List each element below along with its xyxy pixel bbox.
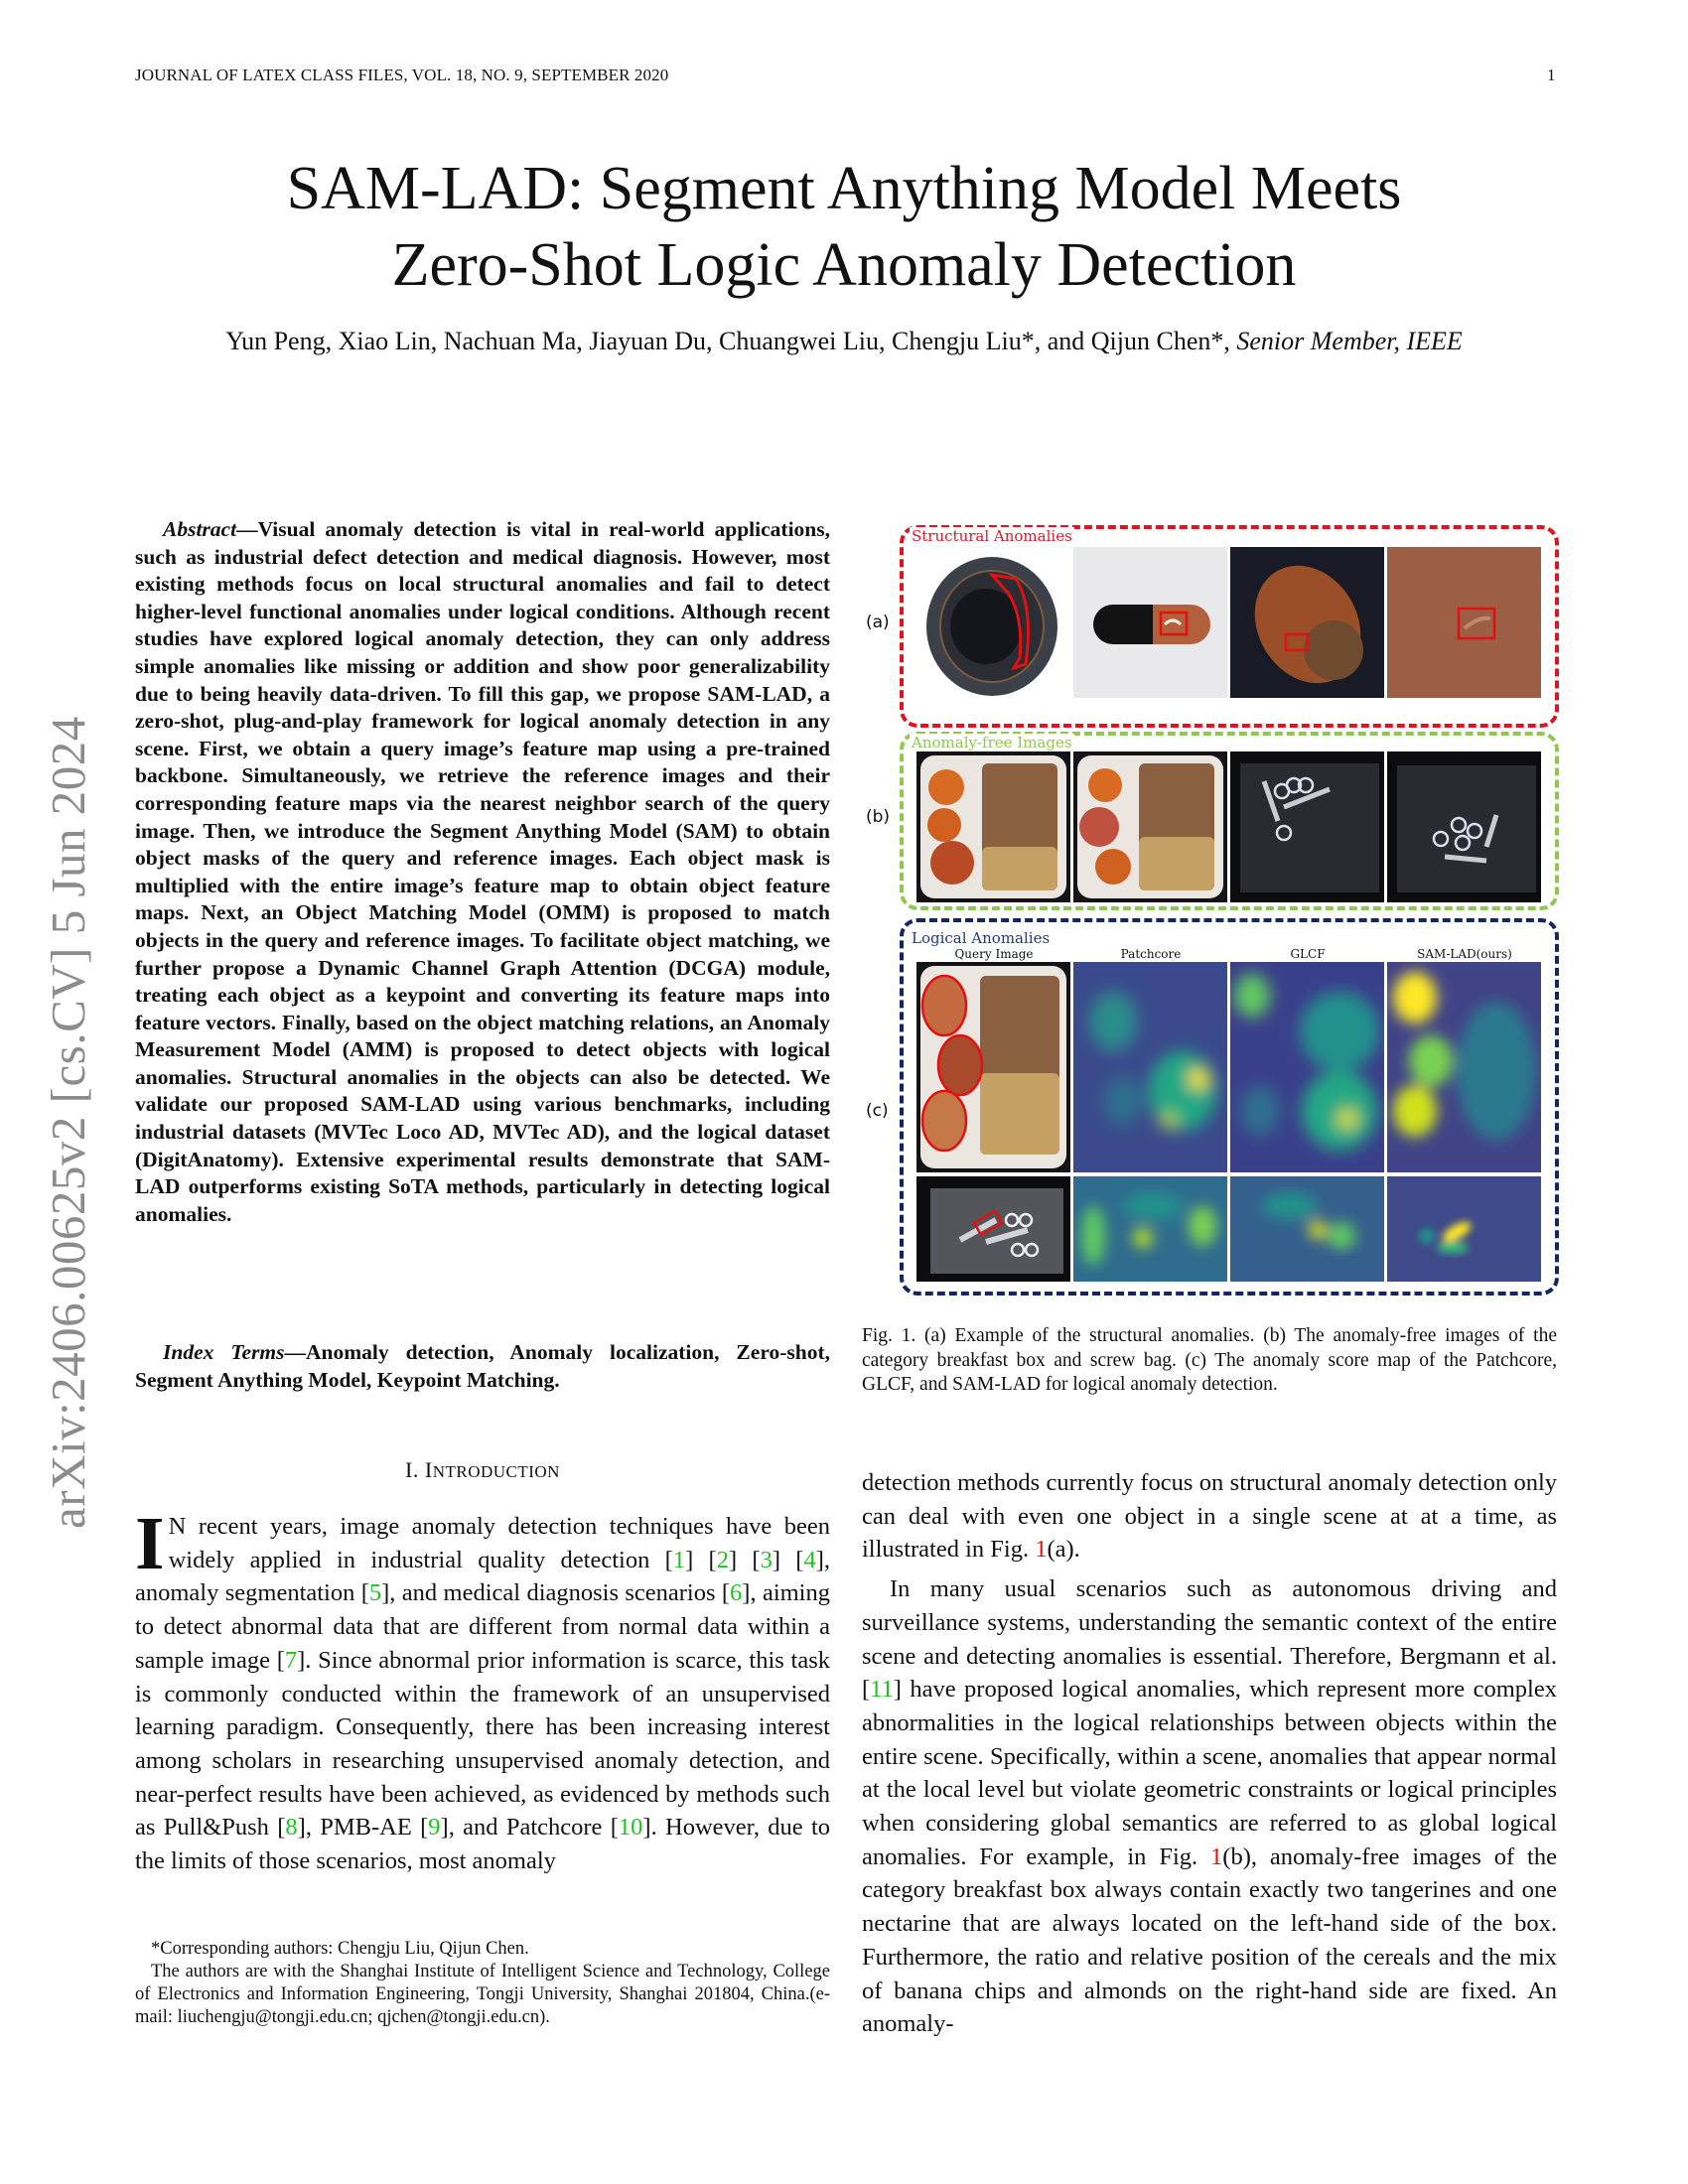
right-column-text [862,1466,1557,2041]
citation-link[interactable]: 3 [760,1546,773,1573]
anomaly-free-label: Anomaly-free Images [912,734,1072,751]
footnotes [135,1938,830,2029]
query-image-breakfast-box [916,962,1070,1172]
row-label-c: (c) [866,1101,889,1121]
author-list [179,324,1509,359]
title-line-2: Zero-Shot Logic Anomaly Detection [391,231,1297,299]
breakfast-box-icon [916,751,1070,902]
paragraph [862,1466,1557,1567]
citation-link[interactable]: 11 [870,1676,894,1704]
hazelnut-icon [1230,547,1384,698]
citation-link[interactable]: 9 [428,1814,441,1842]
capsule-icon [1073,547,1227,698]
heatmap-samlad-1 [1387,962,1541,1172]
citation-link[interactable]: 5 [368,1579,382,1607]
section-heading-introduction [135,1457,830,1483]
text: ], aiming to detect abnormal data that are different from normal data within a sample image [ [135,1579,830,1674]
breakfast-box-anomaly-icon [916,962,1070,1172]
citation-link[interactable]: 1 [672,1546,686,1573]
section-title-initial: I [424,1457,433,1482]
citation-link[interactable]: 4 [803,1546,816,1573]
text: [ [664,1546,673,1573]
text: (a). [1047,1536,1080,1564]
citation-link[interactable]: 2 [716,1546,729,1573]
index-terms-text: —Anomaly detection, Anomaly localization, Zero-shot, Segment Anything Model, Keypoint Matching. [135,1340,830,1392]
text: ], PMB-AE [ [297,1814,429,1842]
author-names: Yun Peng, Xiao Lin, Nachuan Ma, Jiayuan Du, Chuangwei Liu, Chengju Liu*, and Qijun Chen*, [225,327,1230,355]
figure-ref-link[interactable]: 1 [1035,1536,1048,1564]
author-membership: Senior Member, IEEE [1236,327,1463,355]
text: detection methods currently focus on structural anomaly detection only can deal with even one object in a single scene at at a time, as illustrated in Fig. [862,1469,1557,1564]
citation-link[interactable]: 8 [285,1814,298,1842]
footnote-affiliation: The authors are with the Shanghai Institute of Intelligent Science and Technology, College of Electronics and Information Engineering, Tongji University, Shanghai 201804, China.(e-mail: liuchengju@tongji.edu.cn; qjchen@tongji.edu.cn). [135,1962,830,2027]
heatmap-icon [1073,962,1227,1172]
heatmap-patchcore-1 [1073,962,1227,1172]
arxiv-stamp: arXiv:2406.00625v2 [cs.CV] 5 Jun 2024 [41,716,95,1529]
image-screw-bag-1 [1230,751,1384,902]
heatmap-icon [1387,1176,1541,1282]
abstract [135,516,830,1228]
breakfast-box-icon [1073,751,1227,902]
text: In many usual scenarios such as autonomous driving and surveillance systems, understanding the semantic context of the entire scene and detecting anomalies is essential. Therefore, Bergmann et al. [ [862,1575,1557,1704]
citation-link[interactable]: 7 [284,1646,298,1674]
figure-ref-link[interactable]: 1 [1210,1843,1223,1870]
structural-anomalies-label: Structural Anomalies [912,527,1072,545]
heatmap-icon [1387,962,1541,1172]
text: ]. However, due to the limits of those scenarios, most anomaly [135,1814,831,1875]
column-header-glcf: GLCF [1290,947,1326,961]
text: ], and medical diagnosis scenarios [ [381,1579,731,1607]
image-breakfast-box-2 [1073,751,1227,902]
running-header: JOURNAL OF LATEX CLASS FILES, VOL. 18, NO. 9, SEPTEMBER 2020 [135,66,669,84]
abstract-label: Abstract [163,517,237,541]
row-label-a: (a) [866,613,890,632]
column-header-samlad: SAM-LAD(ours) [1417,947,1512,961]
section-number: I. [405,1457,419,1482]
text: (b), anomaly-free images of the category breakfast box always contain exactly two tangerines and one nectarine that are always located on the left-hand side of the box. Furthermore, the ratio and relative position of the cereals and the mix of banana chips and almonds on the right-hand side are fixed. An anomaly- [862,1843,1557,2038]
query-image-screw-bag [916,1176,1070,1282]
citation-link[interactable]: 6 [730,1579,743,1607]
heatmap-patchcore-2 [1073,1176,1227,1282]
text: N recent years, image anomaly detection techniques have been widely applied in industrial quality detection [168,1513,830,1573]
paper-title [0,151,1688,304]
page-number: 1 [1547,66,1556,84]
image-screw-bag-2 [1387,751,1541,902]
image-leather [1387,547,1541,698]
text: ], and Patchcore [ [440,1814,619,1842]
metal-ring-icon [916,547,1070,698]
screw-bag-anomaly-icon [916,1176,1070,1282]
logical-anomalies-label: Logical Anomalies [912,929,1051,947]
heatmap-icon [1230,1176,1384,1282]
text: ] have proposed logical anomalies, which represent more complex abnormalities in the logical relationships between objects within the entire scene. Specifically, within a scene, anomalies that appear normal at the local level but violate geometric constraints or logical principles when considering global semantics are referred to as global logical anomalies. For example, in Fig. [862,1676,1557,1870]
figure-caption: Fig. 1. (a) Example of the structural anomalies. (b) The anomaly-free images of the category breakfast box and screw bag. (c) The anomaly score map of the Patchcore, GLCF, and SAM-LAD for logical anomaly detection. [862,1325,1557,1395]
citation-link[interactable]: 10 [618,1814,643,1842]
heatmap-glcf-1 [1230,962,1384,1172]
text: ], anomaly segmentation [ [135,1546,830,1607]
heatmap-glcf-2 [1230,1176,1384,1282]
text: ] [ [685,1546,717,1573]
index-terms-label: Index Terms [163,1340,285,1364]
heatmap-icon [1073,1176,1227,1282]
image-hazelnut [1230,547,1384,698]
row-label-b: (b) [866,807,891,827]
text: ] [ [728,1546,761,1573]
paragraph [862,1572,1557,2041]
index-terms [135,1339,830,1394]
column-header-patchcore: Patchcore [1120,947,1182,961]
leather-icon [1387,547,1541,698]
text: ] [ [772,1546,804,1573]
footnote-corresponding: *Corresponding authors: Chengju Liu, Qijun Chen. [151,1939,529,1959]
heatmap-samlad-2 [1387,1176,1541,1282]
image-capsule [1073,547,1227,698]
intro-paragraph [135,1502,831,1878]
title-line-1: SAM-LAD: Segment Anything Model Meets [286,155,1402,222]
screw-bag-icon [1387,751,1541,902]
figure-1 [862,521,1559,1300]
section-title-rest: NTRODUCTION [432,1462,560,1481]
heatmap-icon [1230,962,1384,1172]
screw-bag-icon [1230,751,1384,902]
image-metal-ring [916,547,1070,698]
dropcap: I [135,1502,165,1585]
image-breakfast-box-1 [916,751,1070,902]
text: ]. Since abnormal prior information is scarce, this task is commonly conducted within the framework of an unsupervised learning paradigm. Consequently, there has been increasing interest among scholars in researching unsupervised anomaly detection, and near-perfect results have been achieved, as evidenced by methods such as Pull&Push [ [135,1646,830,1842]
abstract-text: —Visual anomaly detection is vital in real-world applications, such as industrial defect detection and medical diagnosis. However, most existing methods focus on local structural anomalies and fail to detect higher-level functional anomalies under logical conditions. Although recent studies have explored logical anomaly detection, they can only address simple anomalies like missing or addition and show poor generalizability due to being heavily data-driven. To fill this gap, we propose SAM-LAD, a zero-shot, plug-and-play framework for logical anomaly detection in any scene. First, we obtain a query image’s feature map using a pre-trained backbone. Simultaneously, we retrieve the reference images and their corresponding feature maps via the nearest neighbor search of the query image. Then, we introduce the Segment Anything Model (SAM) to obtain object masks of the query and reference images. Each object mask is multiplied with the entire image’s feature map to obtain object feature maps. Next, an Object Matching Model (OMM) is proposed to match objects in the query and reference images. To facilitate object matching, we further propose a Dynamic Channel Graph Attention (DCGA) module, treating each object as a keypoint and converting its feature maps into feature vectors. Finally, based on the object matching relations, an Anomaly Measurement Model (AMM) is proposed to detect objects with logical anomalies. Structural anomalies in the objects can also be detected. We validate our proposed SAM-LAD using various benchmarks, including industrial datasets (MVTec Loco AD, MVTec AD), and the logical dataset (DigitAnatomy). Extensive experimental results demonstrate that SAM-LAD outperforms existing SoTA methods, particularly in detecting logical anomalies. [135,517,830,1226]
column-header-query: Query Image [954,947,1034,961]
